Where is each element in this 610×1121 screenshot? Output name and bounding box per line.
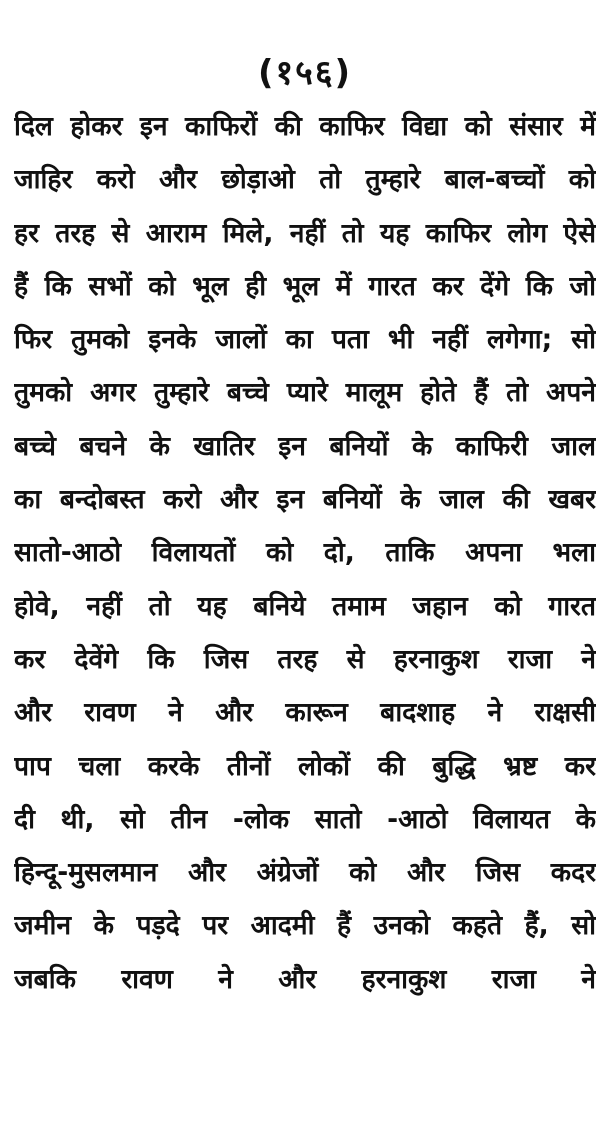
text-line-13: पाप चला करके तीनों लोकों की बुद्धि भ्रष्ट कर bbox=[14, 750, 596, 782]
text-line-7: बच्चे बचने के खातिर इन बनियों के काफिरी जाल bbox=[14, 430, 596, 462]
text-line-11: कर देवेंगे कि जिस तरह से हरनाकुश राजा ने bbox=[14, 643, 596, 675]
text-line-6: तुमको अगर तुम्हारे बच्चे प्यारे मालूम होते हैं तो अपने bbox=[14, 377, 596, 409]
text-line-5: फिर तुमको इनके जालों का पता भी नहीं लगेगा; सो bbox=[14, 324, 596, 356]
text-line-8: का बन्दोबस्त करो और इन बनियों के जाल की खबर bbox=[14, 484, 596, 516]
text-line-2: जाहिर करो और छोड़ाओ तो तुम्हारे बाल-बच्चों को bbox=[14, 164, 596, 196]
text-line-17: जबकि रावण ने और हरनाकुश राजा ने bbox=[14, 963, 596, 995]
text-line-14: दी थी, सो तीन -लोक सातो -आठो विलायत के bbox=[14, 803, 596, 835]
text-line-9: सातो-आठो विलायतों को दो, ताकि अपना भला bbox=[14, 537, 596, 569]
text-line-3: हर तरह से आराम मिले, नहीं तो यह काफिर लोग ऐसे bbox=[14, 217, 596, 249]
body-text bbox=[14, 100, 596, 1006]
text-line-16: जमीन के पड़दे पर आदमी हैं उनको कहते हैं, सो bbox=[14, 910, 596, 942]
text-line-4: हैं कि सभों को भूल ही भूल में गारत कर देंगे कि जो bbox=[14, 270, 596, 302]
text-line-10: होवे, नहीं तो यह बनिये तमाम जहान को गारत bbox=[14, 590, 596, 622]
text-line-15: हिन्दू-मुसलमान और अंग्रेजों को और जिस कदर bbox=[14, 857, 596, 889]
text-line-12: और रावण ने और कारून बादशाह ने राक्षसी bbox=[14, 697, 596, 729]
text-line-1: दिल होकर इन काफिरों की काफिर विद्या को संसार में bbox=[14, 111, 596, 142]
page-number: (१५६) bbox=[257, 53, 353, 93]
